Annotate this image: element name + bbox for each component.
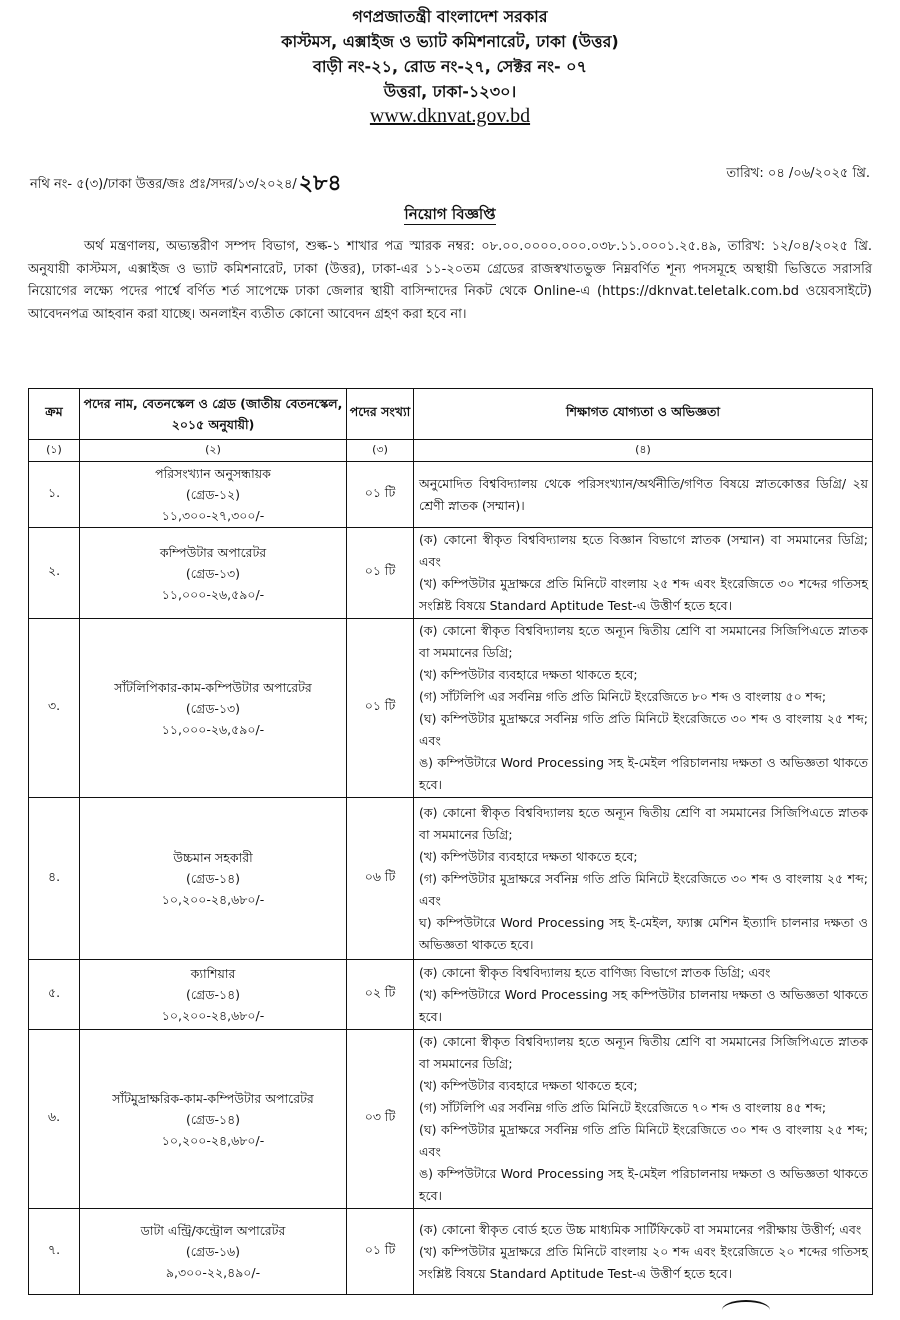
qualification-item: (খ) কম্পিউটার ব্যবহারে দক্ষতা থাকতে হবে; xyxy=(419,667,638,682)
qualification-item: (ঘ) কম্পিউটার মুদ্রাক্ষরে সর্বনিম্ন গতি প্রতি মিনিটে ইংরেজিতে ৩০ শব্দ ও বাংলায় ২৫ শব্দ; এবং xyxy=(419,1122,868,1159)
row-serial: ৬. xyxy=(29,1030,80,1209)
column-number-row xyxy=(29,440,873,462)
post-post: কম্পিউটার অপারেটর xyxy=(159,544,267,560)
row-post xyxy=(80,798,347,960)
notice-date: তারিখ: ০৪ /০৬/২০২৫ খ্রি. xyxy=(726,166,870,181)
table-row xyxy=(29,1030,873,1209)
header-post: পদের নাম, বেতনস্কেল ও গ্রেড (জাতীয় বেতনস্কেল, ২০১৫ অনুযায়ী) xyxy=(80,389,347,440)
row-post xyxy=(80,1030,347,1209)
government-name: গণপ্রজাতন্ত্রী বাংলাদেশ সরকার xyxy=(352,7,548,26)
post-grade: (গ্রেড-১৬) xyxy=(185,1244,241,1259)
table-row xyxy=(29,798,873,960)
table-row xyxy=(29,1209,873,1295)
notice-intro-paragraph: অর্থ মন্ত্রণালয়, অভ্যন্তরীণ সম্পদ বিভাগ, শুল্ক-১ শাখার পত্র স্মারক নম্বর: ০৮.০০.০০০০.০০০.০৩৮.১১.০০০১.২৫.৪৯, তারিখ: ১২/০৪/২০২৫ খ্রি. অনুযায়ী কাস্টমস, এক্সাইজ ও ভ্যাট কমিশনারেট, ঢাকা (উত্তর), ঢাকা-এর ১১-২০তম গ্রেডের রাজস্বখাতভুক্ত নিম্নবর্ণিত শূন্য পদসমূহে অস্থায়ী ভিত্তিতে সরাসরি নিয়োগের লক্ষ্যে পদের পার্শ্বে বর্ণিত শর্ত সাপেক্ষে ঢাকা জেলার স্থায়ী বাসিন্দাদের নিকট থেকে Online-এ (https://dknvat.teletalk.com.bd ওয়েবসাইটে) আবেদনপত্র আহবান করা যাচ্ছে। অনলাইন ব্যতীত কোনো আবেদন গ্রহণ করা হবে না। xyxy=(28,239,872,322)
post-grade: (গ্রেড-১৩) xyxy=(185,700,241,716)
qualification-item: (ক) কোনো স্বীকৃত বিশ্ববিদ্যালয় হতে বিজ্ঞান বিভাগে স্নাতক (সম্মান) বা সমমানের ডিগ্রি; এবং xyxy=(419,532,868,569)
row-count: ০১ টি xyxy=(347,462,414,528)
post-grade: (গ্রেড-১২) xyxy=(185,487,241,502)
post-scale: ১১,০০০-২৬,৫৯০/- xyxy=(161,721,265,737)
column-number: (৩) xyxy=(347,440,414,462)
row-serial: ৪. xyxy=(29,798,80,960)
qualification-item: (ক) কোনো স্বীকৃত বিশ্ববিদ্যালয় হতে অন্যূন দ্বিতীয় শ্রেণি বা সমমানের সিজিপিএতে স্নাতক বা সমমানের ডিগ্রি; xyxy=(419,1034,868,1071)
row-serial: ২. xyxy=(29,528,80,619)
post-scale: ৯,৩০০-২২,৪৯০/- xyxy=(165,1265,261,1280)
website-link[interactable]: www.dknvat.gov.bd xyxy=(369,105,531,127)
table-row xyxy=(29,528,873,619)
column-number: (২) xyxy=(80,440,347,462)
row-count: ০১ টি xyxy=(347,619,414,798)
qualification-item: (ক) কোনো স্বীকৃত বোর্ড হতে উচ্চ মাধ্যমিক সার্টিফিকেট বা সমমানের পরীক্ষায় উত্তীর্ণ; এবং xyxy=(419,1221,862,1237)
column-number: (৪) xyxy=(414,440,873,462)
row-count: ০৬ টি xyxy=(347,798,414,960)
post-grade: (গ্রেড-১৪) xyxy=(185,987,241,1002)
row-qualification xyxy=(414,960,873,1030)
row-qualification xyxy=(414,619,873,798)
row-serial: ৫. xyxy=(29,960,80,1030)
header-qualification: শিক্ষাগত যোগ্যতা ও অভিজ্ঞতা xyxy=(414,389,873,440)
column-number: (১) xyxy=(29,440,80,462)
post-post: সাঁটলিপিকার-কাম-কম্পিউটার অপারেটর xyxy=(114,679,312,695)
qualification-item: (ক) কোনো স্বীকৃত বিশ্ববিদ্যালয় হতে বাণিজ্য বিভাগে স্নাতক ডিগ্রি; এবং xyxy=(419,964,771,980)
reference-line xyxy=(30,164,870,196)
qualification-item: (ঘ) কম্পিউটার মুদ্রাক্ষরে সর্বনিম্ন গতি প্রতি মিনিটে ইংরেজিতে ৩০ শব্দ ও বাংলায় ২৫ শব্দ; এবং xyxy=(419,711,868,748)
header-count: পদের সংখ্যা xyxy=(347,389,414,440)
table-row xyxy=(29,960,873,1030)
qualification-item: অনুমোদিত বিশ্ববিদ্যালয় থেকে পরিসংখ্যান/অর্থনীতি/গণিত বিষয়ে স্নাতকোত্তর ডিগ্রি/ ২য় শ্রেণী স্নাতক (সম্মান)। xyxy=(419,475,868,513)
vacancy-table xyxy=(28,388,873,1295)
vacancy-rows xyxy=(29,462,873,1295)
notice-title: নিয়োগ বিজ্ঞপ্তি xyxy=(404,205,496,223)
table-row xyxy=(29,462,873,528)
qualification-item: ঙ) কম্পিউটারে Word Processing সহ ই-মেইল পরিচালনায় দক্ষতা ও অভিজ্ঞতা থাকতে হবে। xyxy=(419,755,868,792)
qualification-item: ঘ) কম্পিউটারে Word Processing সহ ই-মেইল, ফ্যাক্স মেশিন ইত্যাদি চালনার দক্ষতা ও অভিজ্ঞতা থাকতে হবে। xyxy=(419,914,868,952)
post-post: পরিসংখ্যান অনুসন্ধায়ক xyxy=(155,466,271,481)
header-serial: ক্রম xyxy=(29,389,80,440)
post-scale: ১১,৩০০-২৭,৩০০/- xyxy=(161,508,265,523)
row-count: ০৩ টি xyxy=(347,1030,414,1209)
qualification-item: (খ) কম্পিউটার মুদ্রাক্ষরে প্রতি মিনিটে বাংলায় ২০ শব্দ এবং ইংরেজিতে ২০ শব্দের গতিসহ সংশ্লিষ্ট বিষয়ে Standard Aptitude Test-এ উত্তীর্ণ হতে হবে। xyxy=(419,1243,868,1281)
qualification-item: (ক) কোনো স্বীকৃত বিশ্ববিদ্যালয় হতে অন্যূন দ্বিতীয় শ্রেণি বা সমমানের সিজিপিএতে স্নাতক বা সমমানের ডিগ্রি; xyxy=(419,804,868,842)
row-count: ০১ টি xyxy=(347,528,414,619)
post-scale: ১১,০০০-২৬,৫৯০/- xyxy=(161,586,265,602)
row-count: ০২ টি xyxy=(347,960,414,1030)
qualification-item: (গ) কম্পিউটার মুদ্রাক্ষরে সর্বনিম্ন গতি প্রতি মিনিটে ইংরেজিতে ৩০ শব্দ ও বাংলায় ২৫ শব্দ; এবং xyxy=(419,870,868,908)
post-post: ক্যাশিয়ার xyxy=(190,966,236,981)
qualification-item: ঙ) কম্পিউটারে Word Processing সহ ই-মেইল পরিচালনায় দক্ষতা ও অভিজ্ঞতা থাকতে হবে। xyxy=(419,1166,868,1203)
row-serial: ১. xyxy=(29,462,80,528)
qualification-item: (খ) কম্পিউটার ব্যবহারে দক্ষতা থাকতে হবে; xyxy=(419,848,638,864)
row-qualification xyxy=(414,528,873,619)
qualification-item: (খ) কম্পিউটার মুদ্রাক্ষরে প্রতি মিনিটে বাংলায় ২৫ শব্দ এবং ইংরেজিতে ৩০ শব্দের গতিসহ সংশ্লিষ্ট বিষয়ে Standard Aptitude Test-এ উত্তীর্ণ হতে হবে। xyxy=(419,576,868,613)
qualification-item: (খ) কম্পিউটার ব্যবহারে দক্ষতা থাকতে হবে; xyxy=(419,1078,638,1093)
memo-number xyxy=(30,164,342,201)
row-post xyxy=(80,960,347,1030)
qualification-item: (ক) কোনো স্বীকৃত বিশ্ববিদ্যালয় হতে অন্যূন দ্বিতীয় শ্রেণি বা সমমানের সিজিপিএতে স্নাতক বা সমমানের ডিগ্রি; xyxy=(419,623,868,660)
table-row xyxy=(29,619,873,798)
row-qualification xyxy=(414,798,873,960)
row-post xyxy=(80,528,347,619)
office-address-line: বাড়ী নং-২১, রোড নং-২৭, সেক্টর নং- ০৭ xyxy=(313,57,587,76)
row-serial: ৩. xyxy=(29,619,80,798)
office-name: কাস্টমস, এক্সাইজ ও ভ্যাট কমিশনারেট, ঢাকা (উত্তর) xyxy=(281,32,619,51)
row-qualification xyxy=(414,1030,873,1209)
row-serial: ৭. xyxy=(29,1209,80,1295)
post-post: ডাটা এন্ট্রি/কন্ট্রোল অপারেটর xyxy=(140,1223,286,1238)
row-count: ০১ টি xyxy=(347,1209,414,1295)
qualification-item: (খ) কম্পিউটারে Word Processing সহ কম্পিউটার চালনায় দক্ষতা ও অভিজ্ঞতা থাকতে হবে। xyxy=(419,986,868,1024)
post-scale: ১০,২০০-২৪,৬৮০/- xyxy=(161,1132,265,1148)
qualification-item: (গ) সাঁটলিপি এর সর্বনিম্ন গতি প্রতি মিনিটে ইংরেজিতে ৮০ শব্দ ও বাংলায় ৫০ শব্দ; xyxy=(419,689,827,704)
post-scale: ১০,২০০-২৪,৬৮০/- xyxy=(161,1008,265,1023)
post-post: সাঁটমুদ্রাক্ষরিক-কাম-কম্পিউটার অপারেটর xyxy=(112,1090,314,1106)
letterhead xyxy=(0,0,900,129)
row-qualification xyxy=(414,1209,873,1295)
post-post: উচ্চমান সহকারী xyxy=(173,850,253,865)
office-city: উত্তরা, ঢাকা-১২৩০। xyxy=(383,82,517,101)
page-continuation-mark xyxy=(722,1300,770,1320)
row-qualification xyxy=(414,462,873,528)
table-header-row xyxy=(29,389,873,440)
post-scale: ১০,২০০-২৪,৬৮০/- xyxy=(161,892,265,907)
memo-number-handwritten: ২৮৪ xyxy=(298,171,342,196)
post-grade: (গ্রেড-১৪) xyxy=(185,871,241,886)
row-post xyxy=(80,619,347,798)
post-grade: (গ্রেড-১৩) xyxy=(185,565,241,581)
post-grade: (গ্রেড-১৪) xyxy=(185,1111,241,1127)
memo-number-text: নথি নং- ৫(৩)/ঢাকা উত্তর/জঃ প্রঃ/সদর/১৩/২০২৪/ xyxy=(30,177,297,192)
row-post xyxy=(80,1209,347,1295)
qualification-item: (গ) সাঁটলিপি এর সর্বনিম্ন গতি প্রতি মিনিটে ইংরেজিতে ৭০ শব্দ ও বাংলায় ৪৫ শব্দ; xyxy=(419,1100,827,1115)
row-post xyxy=(80,462,347,528)
